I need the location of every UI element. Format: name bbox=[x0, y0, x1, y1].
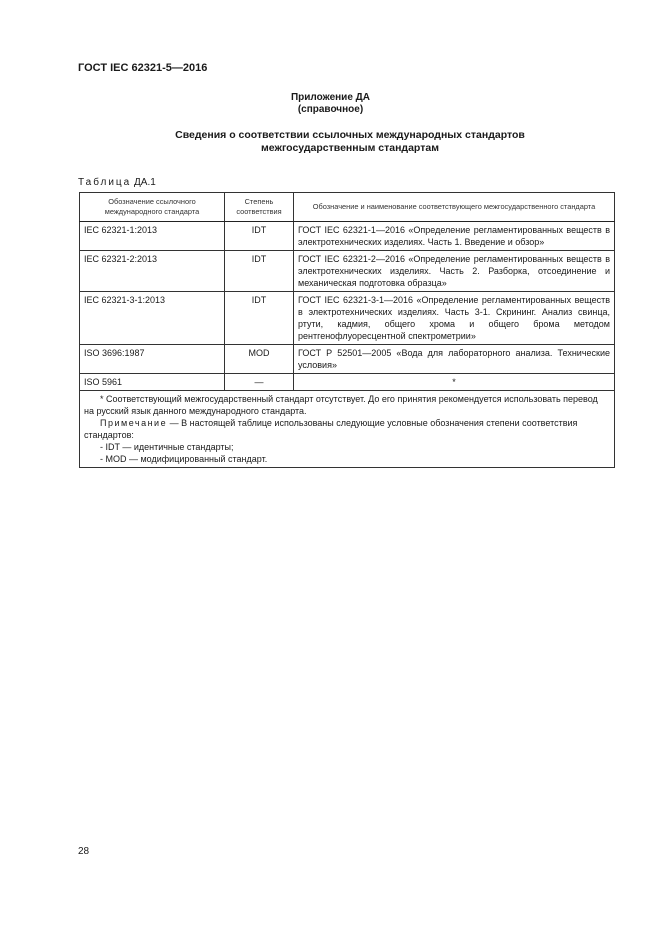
cell-reference: ISO 3696:1987 bbox=[80, 345, 225, 374]
table-notes-row bbox=[80, 391, 615, 468]
cell-national: ГОСТ IEC 62321-3-1—2016 «Определение регламентированных веществ в электротехнических изделиях. Часть 3-1. Скрининг. Анализ свинца, ртути, кадмия, общего хрома и общего брома методом рентгенофлуоресцентной спектрометрии» bbox=[294, 292, 615, 345]
cell-degree: IDT bbox=[225, 292, 294, 345]
table-header-row bbox=[80, 193, 615, 222]
appendix-title bbox=[0, 92, 661, 116]
document-header: ГОСТ IEC 62321-5—2016 bbox=[78, 62, 208, 74]
table-notes bbox=[80, 391, 615, 468]
page-number: 28 bbox=[78, 846, 90, 857]
column-header-reference: Обозначение ссылочного международного стандарта bbox=[80, 193, 225, 222]
note-text: — В настоящей таблице использованы следующие условные обозначения степени соответствия стандартов: bbox=[84, 418, 578, 440]
section-heading bbox=[80, 129, 620, 155]
column-header-national: Обозначение и наименование соответствующего межгосударственного стандарта bbox=[294, 193, 615, 222]
cell-reference: IEC 62321-3-1:2013 bbox=[80, 292, 225, 345]
cell-national: ГОСТ Р 52501—2005 «Вода для лабораторного анализа. Технические условия» bbox=[294, 345, 615, 374]
cell-degree: IDT bbox=[225, 251, 294, 292]
note-label: Примечание bbox=[100, 418, 168, 428]
table-row bbox=[80, 251, 615, 292]
table-caption-word: Таблица bbox=[78, 177, 132, 188]
cell-reference: IEC 62321-2:2013 bbox=[80, 251, 225, 292]
table-caption-id: ДА.1 bbox=[134, 177, 156, 188]
footnote: * Соответствующий межгосударственный стандарт отсутствует. До его принятия рекомендуется использовать перевод на русский язык данного международного стандарта. bbox=[84, 394, 598, 416]
table-row bbox=[80, 292, 615, 345]
cell-national: ГОСТ IEC 62321-2—2016 «Определение регламентированных веществ в электротехнических изделиях. Часть 2. Разборка, отсоединение и механическая подготовка образца» bbox=[294, 251, 615, 292]
table-row bbox=[80, 374, 615, 391]
table-caption bbox=[78, 177, 156, 188]
cell-degree: — bbox=[225, 374, 294, 391]
cell-reference: IEC 62321-1:2013 bbox=[80, 222, 225, 251]
cell-degree: IDT bbox=[225, 222, 294, 251]
table-row bbox=[80, 345, 615, 374]
note-item: - IDT — идентичные стандарты; bbox=[100, 442, 234, 452]
heading-line-2: межгосударственным стандартам bbox=[261, 142, 439, 154]
appendix-label: Приложение ДА bbox=[290, 92, 371, 103]
cell-national: ГОСТ IEC 62321-1—2016 «Определение регламентированных веществ в электротехнических изделиях. Часть 1. Введение и обзор» bbox=[294, 222, 615, 251]
cell-degree: MOD bbox=[225, 345, 294, 374]
note-item: - MOD — модифицированный стандарт. bbox=[100, 454, 268, 464]
cell-reference: ISO 5961 bbox=[80, 374, 225, 391]
heading-line-1: Сведения о соответствии ссылочных международных стандартов bbox=[175, 129, 525, 141]
table-row bbox=[80, 222, 615, 251]
column-header-degree: Степень соответствия bbox=[225, 193, 294, 222]
cell-national: * bbox=[294, 374, 615, 391]
appendix-subtitle: (справочное) bbox=[297, 104, 364, 115]
standards-table bbox=[79, 192, 615, 468]
note-paragraph bbox=[84, 417, 610, 441]
